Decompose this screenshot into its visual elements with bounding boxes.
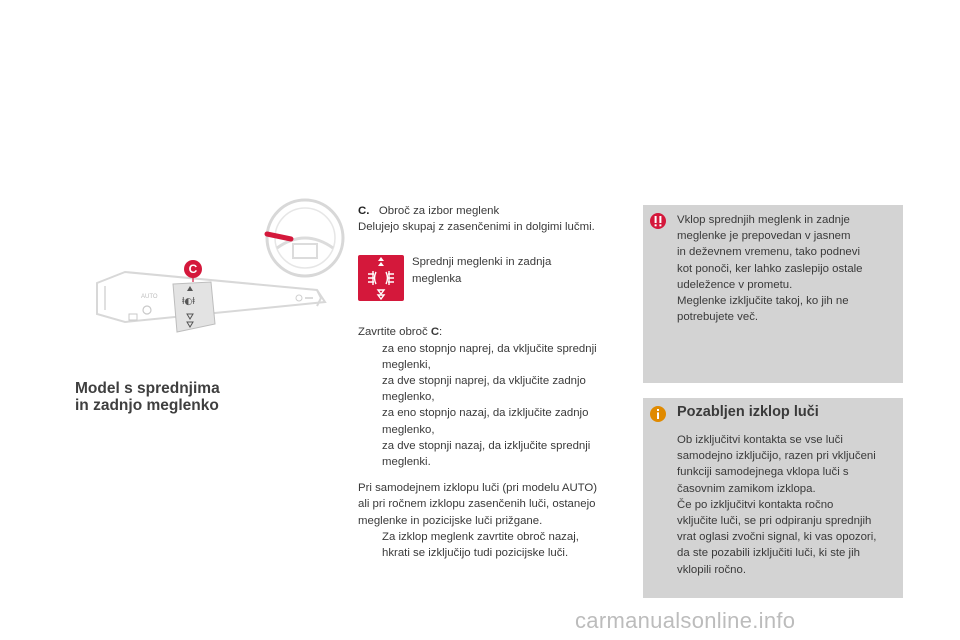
- warning-line: meglenke je prepovedan v jasnem: [677, 230, 851, 243]
- fog-lights-line-1: Sprednji meglenki in zadnja: [412, 256, 552, 269]
- svg-text:AUTO: AUTO: [141, 294, 158, 300]
- list-item-line-2: meglenko,: [382, 423, 435, 436]
- list-item-line-2: meglenki.: [382, 456, 431, 469]
- info-line: Ob izključitvi kontakta se vse luči: [677, 434, 843, 446]
- turn-ring-block: [358, 324, 630, 470]
- marker-c-label: C: [188, 262, 198, 276]
- info-text: [677, 432, 899, 578]
- ring-c-title: Obroč za izbor meglenk: [378, 205, 500, 217]
- info-line: Če po izključitvi kontakta ročno: [677, 498, 834, 511]
- list-item: [358, 341, 630, 373]
- auto-line-3: meglenke in pozicijske luči prižgane.: [358, 514, 543, 527]
- info-line: samodejno izključijo, razen pri vključeni: [677, 450, 876, 463]
- auto-off-block: [358, 480, 630, 561]
- list-item-line-1: za dve stopnji nazaj, da izključite sprednji: [382, 439, 591, 452]
- instructions-column: [358, 203, 630, 561]
- warning-line: kot ponoči, ker lahko zaslepijo ostale: [677, 262, 863, 275]
- warning-line: in deževnem vremenu, tako podnevi: [677, 246, 860, 259]
- info-line: vklopili ročno.: [677, 563, 747, 576]
- info-line: da ste pozabili izključiti luči, ki ste jih: [677, 547, 860, 560]
- fog-lights-row: [358, 254, 630, 306]
- fog-lights-line-2: meglenka: [412, 272, 462, 285]
- warning-line: potrebujete več.: [677, 311, 759, 324]
- list-item-line-2: meglenko,: [382, 391, 435, 404]
- warning-text: [677, 212, 897, 325]
- list-item: [358, 438, 630, 470]
- warning-icon: [650, 213, 666, 229]
- ring-c-label: C.: [358, 205, 370, 217]
- fog-lights-text: [412, 254, 612, 286]
- auto-line-1: Pri samodejnem izklopu luči (pri modelu AUTO): [358, 482, 598, 495]
- info-line: vrat oglasi zvočni signal, ki vas opozori,: [677, 531, 877, 544]
- list-item-line-1: za eno stopnjo naprej, da vključite sprednji: [382, 342, 597, 355]
- stalk-illustration: [85, 198, 345, 358]
- auto-bullet-line-1: Za izklop meglenk zavrtite obroč nazaj,: [382, 530, 579, 543]
- list-item-line-1: za eno stopnjo nazaj, da izključite zadnjo: [382, 407, 589, 420]
- heading-line-1: Model s sprednjima: [75, 380, 220, 397]
- warning-line: udeležence v prometu.: [677, 278, 793, 291]
- warning-line: Meglenke izključite takoj, ko jih ne: [677, 295, 849, 308]
- marker-c: [184, 260, 202, 278]
- heading-line-2: in zadnjo meglenko: [75, 397, 219, 414]
- turn-intro: Zavrtite obroč: [358, 326, 428, 339]
- ring-c-subtitle: Delujejo skupaj z zasenčenimi in dolgimi lučmi.: [358, 221, 595, 234]
- section-heading: [75, 380, 305, 414]
- auto-line-2: ali pri ročnem izklopu zasenčenih luči, ostanejo: [358, 498, 596, 511]
- list-item: [358, 373, 630, 405]
- warning-line: Vklop sprednjih meglenk in zadnje: [677, 214, 850, 226]
- list-item: [358, 405, 630, 437]
- front-rear-fog-icon: [358, 255, 404, 301]
- turn-ring-letter: C: [430, 326, 440, 339]
- info-icon: [650, 406, 666, 422]
- turn-intro-row: [358, 324, 630, 340]
- auto-bullet-list: [358, 529, 630, 561]
- info-line: funkciji samodejnega vklopa luči s: [677, 466, 849, 479]
- svg-text:ⱡ◐ⱡ: ⱡ◐ⱡ: [182, 297, 195, 307]
- turn-steps-list: [358, 341, 630, 471]
- list-item-line-2: meglenki,: [382, 358, 431, 371]
- info-line: časovnim zamikom izklopa.: [677, 482, 816, 495]
- ring-c-title-row: [358, 203, 630, 219]
- list-item: [358, 529, 630, 561]
- list-item-line-1: za dve stopnji naprej, da vključite zadnjo: [382, 375, 586, 388]
- info-line: vključite luči, se pri odpiranju sprednjih: [677, 515, 872, 528]
- info-box-title: Pozabljen izklop luči: [677, 404, 819, 420]
- auto-bullet-line-2: hkrati se izključijo tudi pozicijske luči.: [382, 547, 569, 560]
- watermark: carmanualsonline.info: [575, 608, 796, 633]
- turn-colon: :: [439, 326, 443, 339]
